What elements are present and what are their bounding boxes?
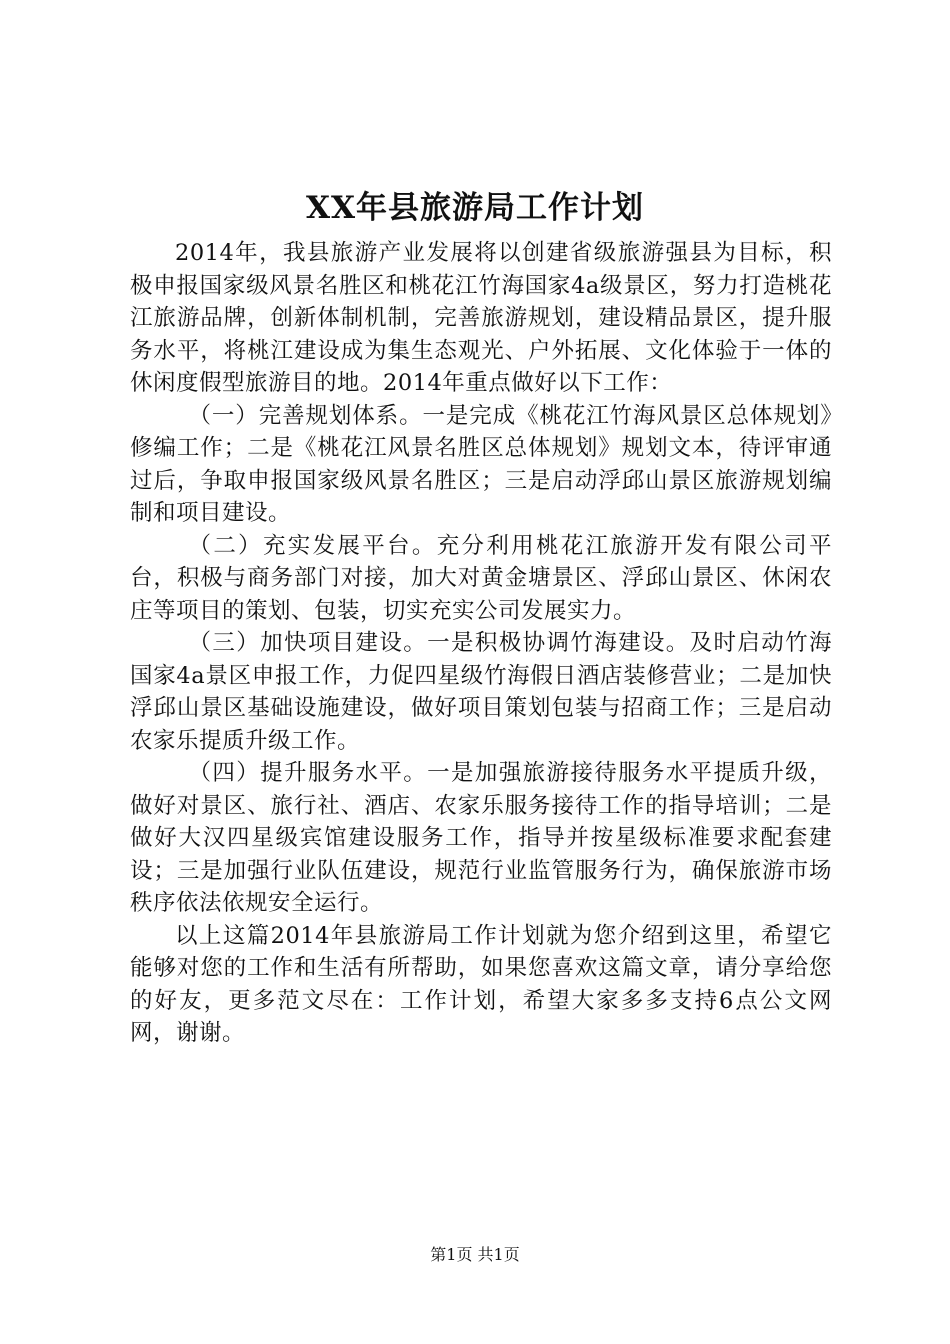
document-title: XX年县旅游局工作计划 [305, 190, 645, 226]
intro-paragraph: 2014年，我县旅游产业发展将以创建省级旅游强县为目标，积极申报国家级风景名胜区和桃花江竹海国家4a级景区，努力打造桃花江旅游品牌，创新体制机制，完善旅游规划，建设精品景区，提升服务水平，将桃江建设成为集生态观光、户外拓展、文化体验于一体的休闲度假型旅游目的地。2014年重点做好以下工作： [130, 240, 832, 396]
item-paragraph-1: （一）完善规划体系。一是完成《桃花江竹海风景区总体规划》修编工作；二是《桃花江风景名胜区总体规划》规划文本，待评审通过后，争取申报国家级风景名胜区；三是启动浮邱山景区旅游规划编制和项目建设。 [130, 402, 832, 526]
document-body [130, 237, 832, 1050]
page-number-footer: 第1页 共1页 [430, 1245, 520, 1264]
item-paragraph-3: （三）加快项目建设。一是积极协调竹海建设。及时启动竹海国家4a景区申报工作，力促四星级竹海假日酒店装修营业；二是加快浮邱山景区基础设施建设，做好项目策划包装与招商工作；三是启动农家乐提质升级工作。 [130, 630, 832, 754]
item-paragraph-2: （二）充实发展平台。充分利用桃花江旅游开发有限公司平台，积极与商务部门对接，加大对黄金塘景区、浮邱山景区、休闲农庄等项目的策划、包装，切实充实公司发展实力。 [130, 532, 832, 624]
item-paragraph-4: （四）提升服务水平。一是加强旅游接待服务水平提质升级，做好对景区、旅行社、酒店、农家乐服务接待工作的指导培训；二是做好大汉四星级宾馆建设服务工作，指导并按星级标准要求配套建设；三是加强行业队伍建设，规范行业监管服务行为，确保旅游市场秩序依法依规安全运行。 [130, 760, 832, 916]
closing-paragraph: 以上这篇2014年县旅游局工作计划就为您介绍到这里，希望它能够对您的工作和生活有所帮助，如果您喜欢这篇文章，请分享给您的好友，更多范文尽在：工作计划，希望大家多多支持6点公文网网，谢谢。 [130, 922, 832, 1046]
